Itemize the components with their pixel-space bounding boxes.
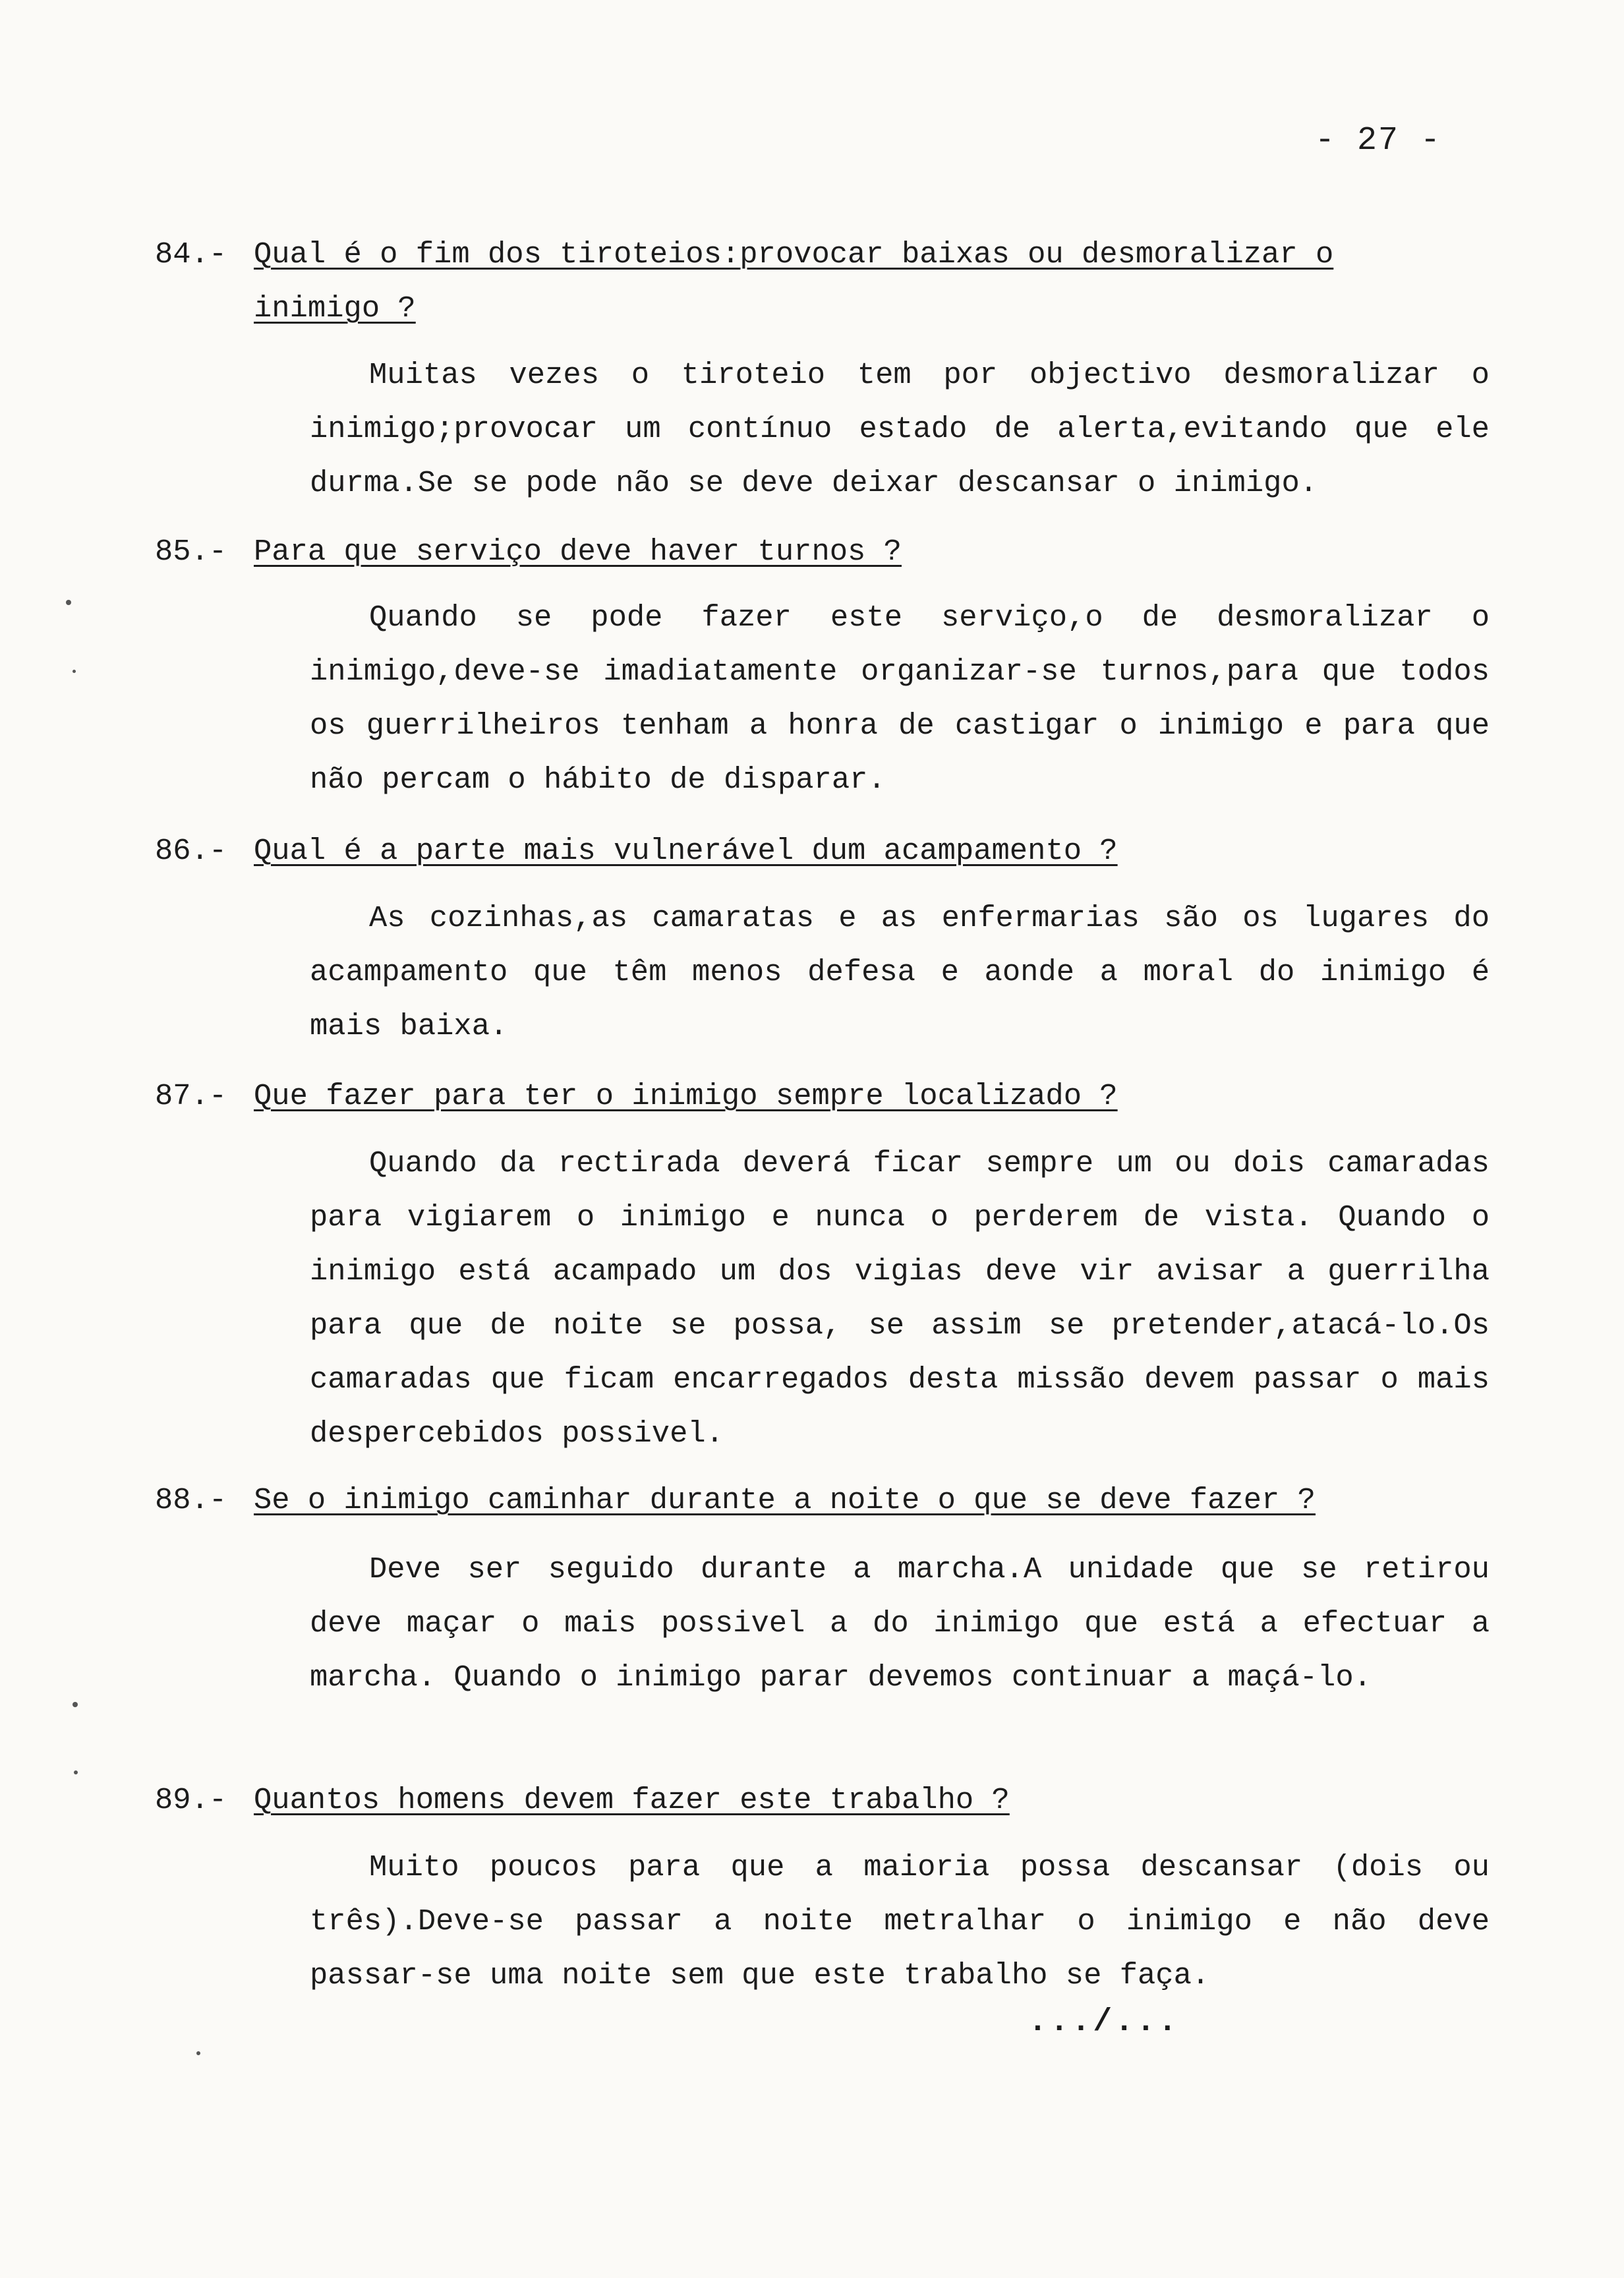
question-text: Se o inimigo caminhar durante a noite o que se deve fazer ? [254,1483,1316,1517]
question-number: 84.- [155,237,227,272]
page-number: - 27 - [1315,122,1442,160]
question-text: Qual é a parte mais vulnerável dum acampamento ? [254,834,1118,868]
question-85 [155,525,1447,579]
answer-89: Muito poucos para que a maioria possa descansar (dois ou três).Deve-se passar a noite metralhar o inimigo e não deve passar-se uma noite sem que este trabalho se faça. [310,1850,1490,1993]
question-number: 86.- [155,834,227,868]
question-text: Que fazer para ter o inimigo sempre localizado ? [254,1079,1118,1113]
question-number: 85.- [155,535,227,569]
question-text: Para que serviço deve haver turnos ? [254,535,902,569]
answer-85: Quando se pode fazer este serviço,o de desmoralizar o inimigo,deve-se imadiatamente organizar-se turnos,para que todos os guerrilheiros tenham a honra de castigar o inimigo e para que não percam o hábito de disparar. [310,600,1490,797]
answer-88: Deve ser seguido durante a marcha.A unidade que se retirou deve maçar o mais possivel a do inimigo que está a efectuar a marcha. Quando o inimigo parar devemos continuar a maçá-lo. [310,1552,1490,1695]
question-86 [155,824,1447,878]
scan-speck [72,1702,78,1707]
scan-speck [72,670,76,673]
answer-84: Muitas vezes o tiroteio tem por objectivo desmoralizar o inimigo;provocar um contínuo estado de alerta,evitando que ele durma.Se se pode não se deve deixar descansar o inimigo. [310,358,1490,500]
question-text: Qual é o fim dos tiroteios:provocar baixas ou desmoralizar o inimigo ? [254,237,1334,326]
question-88 [155,1473,1447,1527]
answer-87: Quando da rectirada deverá ficar sempre um ou dois camaradas para vigiarem o inimigo e nunca o perderem de vista. Quando o inimigo está acampado um dos vigias deve vir avisar a guerrilha para que de noite se possa, se assim se pretender,atacá-lo.Os camaradas que ficam encarregados desta missão devem passar o mais despercebidos possivel. [310,1146,1490,1451]
question-87 [155,1069,1447,1123]
scan-speck [74,1770,78,1774]
question-84 [155,227,1447,336]
question-number: 88.- [155,1483,227,1517]
question-number: 89.- [155,1783,227,1817]
scan-speck [66,600,71,605]
question-text: Quantos homens devem fazer este trabalho ? [254,1783,1010,1817]
continuation-mark: .../... [1028,2004,1180,2040]
question-number: 87.- [155,1079,227,1113]
question-89 [155,1773,1447,1827]
answer-86: As cozinhas,as camaratas e as enfermarias são os lugares do acampamento que têm menos defesa e aonde a moral do inimigo é mais baixa. [310,901,1490,1043]
scan-speck [196,2051,200,2055]
